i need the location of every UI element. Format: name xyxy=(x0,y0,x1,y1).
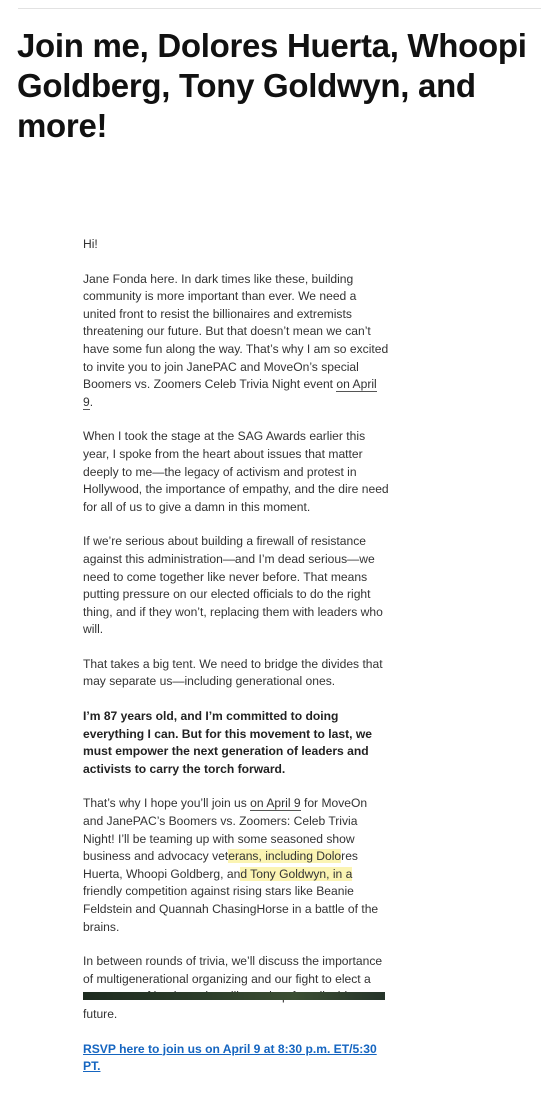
paragraph-sag-awards: When I took the stage at the SAG Awards earlier this year, I spoke from the heart about issues that matter deeply to me—the legacy of activism and protest in Hollywood, the importance of empathy, and the dire need for all of us to give a damn in this moment. xyxy=(83,429,389,514)
paragraph-rsvp xyxy=(83,1041,389,1076)
email-body xyxy=(83,236,389,1093)
highlighted-text-2: d Tony Goldwyn, in a xyxy=(240,866,353,881)
page-title: Join me, Dolores Huerta, Whoopi Goldberg, Tony Goldwyn, and more! xyxy=(17,27,527,144)
top-divider xyxy=(18,8,541,9)
rsvp-link[interactable]: RSVP here to join us on April 9 at 8:30 p.m. ET/5:30 PT. xyxy=(83,1041,377,1074)
paragraph-intro xyxy=(83,271,389,412)
greeting: Hi! xyxy=(83,237,98,251)
highlighted-text-1: erans, including Dolo xyxy=(228,849,342,864)
paragraph-invitation xyxy=(83,795,389,936)
intro-end: . xyxy=(89,394,94,409)
event-date-link-2[interactable]: on April 9 xyxy=(250,796,301,811)
event-date-link[interactable]: on April 9 xyxy=(83,377,377,409)
invitation-text-b: for MoveOn and JanePAC’s Boomers vs. Zoomers: Celeb Trivia Night! I’ll be teaming up with some seasoned show business and advocacy vet xyxy=(83,796,368,864)
event-photo xyxy=(83,992,385,1000)
paragraph-firewall: If we’re serious about building a firewall of resistance against this administration—and I’m dead serious—we need to come together like never before. That means putting pressure on our elected officials to do the right thing, and if they won’t, replacing them with leaders who will. xyxy=(83,534,383,637)
paragraph-bold-commitment: I’m 87 years old, and I’m committed to doing everything I can. But for this movement to last, we must empower the next generation of leaders and activists to carry the torch forward. xyxy=(83,709,372,776)
invitation-text-d: friendly competition against rising stars like Beanie Feldstein and Quannah ChasingHorse in a battle of the brains. xyxy=(83,884,379,934)
paragraph-trivia: In between rounds of trivia, we’ll discuss the importance of multigenerational organizing and our fight to elect a future. xyxy=(83,954,383,1021)
invitation-text-a: That’s why I hope you’ll join us xyxy=(83,796,251,811)
paragraph-big-tent: That takes a big tent. We need to bridge the divides that may separate us—including generational ones. xyxy=(83,656,383,689)
invitation-text-c: res Huerta, Whoopi Goldberg, an xyxy=(83,849,358,881)
intro-text: Jane Fonda here. In dark times like these, building community is more important than ever. We need a united front to resist the billionaires and extremists threatening our future. But that doesn’t mean we can’t have some fun along the way. That’s why I am so excited to invite you to join JanePAC and MoveOn’s special Boomers vs. Zoomers Celeb Trivia Night event xyxy=(83,271,389,392)
